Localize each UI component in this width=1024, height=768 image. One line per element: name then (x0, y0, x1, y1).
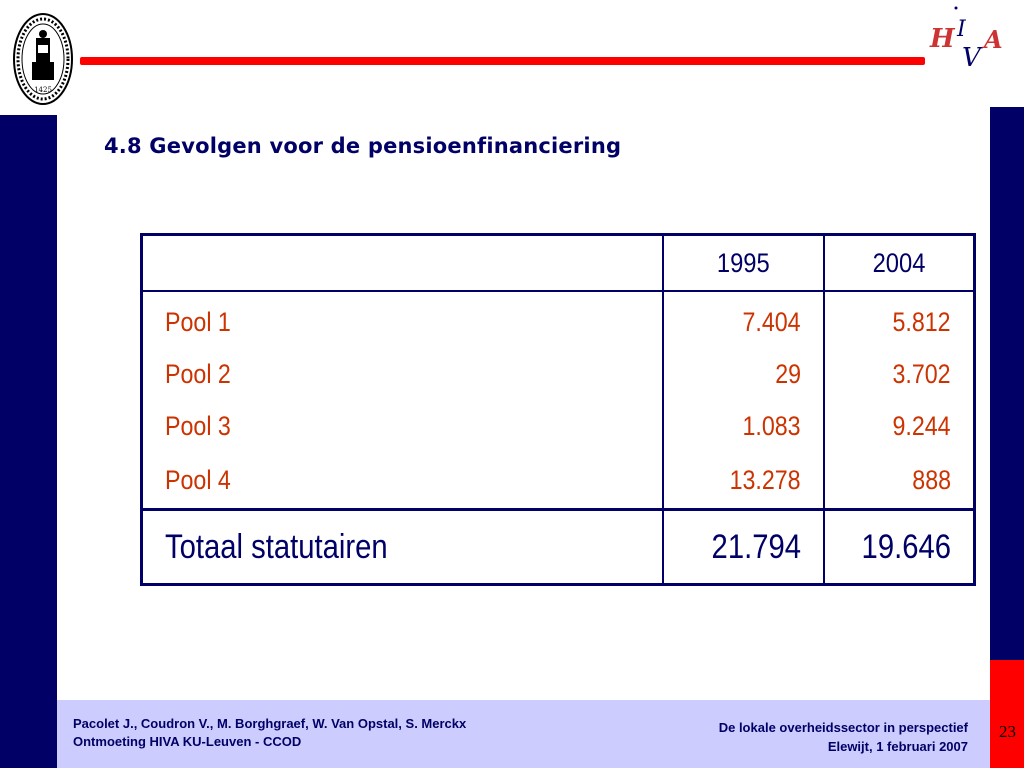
row-label: Pool 2 (165, 358, 231, 389)
pension-pool-table (140, 233, 976, 586)
table-header-row (142, 235, 975, 292)
footer-left-text (73, 715, 466, 751)
table-total-row (142, 510, 975, 585)
header-red-rule (80, 57, 925, 65)
value-1995: 7.404 (742, 306, 801, 337)
value-1995: 29 (775, 358, 801, 389)
total-1995: 21.794 (711, 527, 801, 566)
hiva-logo (928, 0, 1020, 70)
svg-text:A: A (984, 25, 1003, 54)
row-label: Pool 1 (165, 306, 231, 337)
svg-text:I: I (957, 17, 966, 42)
slide-title: 4.8 Gevolgen voor de pensioenfinanciering (104, 134, 622, 158)
left-navy-bar (0, 115, 57, 768)
value-2004: 888 (912, 464, 951, 495)
value-1995: 1.083 (742, 410, 801, 441)
svg-text:V: V (962, 43, 981, 70)
header-empty-cell (173, 235, 632, 292)
header-year-2004: 2004 (833, 235, 965, 292)
university-seal-logo (12, 12, 74, 107)
total-2004: 19.646 (861, 527, 951, 566)
footer-place-date: Elewijt, 1 februari 2007 (827, 739, 968, 754)
svg-text:H: H (930, 24, 955, 54)
row-label: Pool 3 (165, 410, 231, 441)
footer-band (57, 700, 990, 768)
total-label: Totaal statutairen (165, 527, 388, 566)
footer-right-text (719, 718, 968, 756)
footer-topic: De lokale overheidssector in perspectief (718, 720, 968, 735)
red-corner-block (990, 660, 1024, 768)
value-2004: 9.244 (892, 410, 951, 441)
value-1995: 13.278 (729, 464, 801, 495)
footer-authors: Pacolet J., Coudron V., M. Borghgraef, W. Van Opstal, S. Merckx (73, 716, 467, 731)
value-2004: 5.812 (892, 306, 951, 337)
table-row (142, 400, 975, 452)
svg-text:1425: 1425 (34, 86, 52, 94)
page-number: 23 (999, 722, 1016, 741)
row-label: Pool 4 (165, 464, 231, 495)
table-row (142, 348, 975, 400)
value-2004: 3.702 (892, 358, 951, 389)
table-row (142, 452, 975, 510)
table-row (142, 291, 975, 348)
header-year-1995: 1995 (673, 235, 814, 292)
footer-event: Ontmoeting HIVA KU-Leuven - CCOD (73, 734, 302, 749)
right-navy-bar (990, 107, 1024, 660)
